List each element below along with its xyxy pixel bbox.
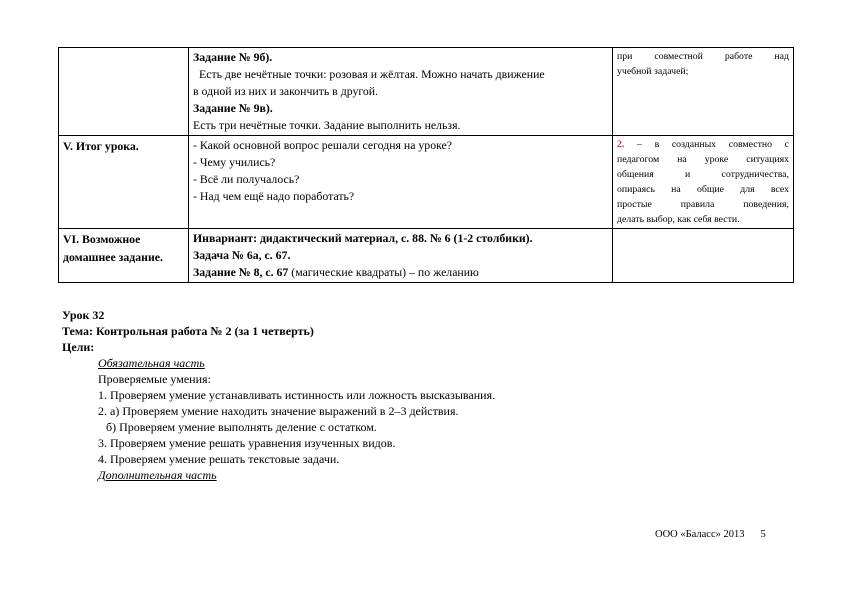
skill-item: 2. а) Проверяем умение находить значение выражений в 2–3 действия. [98, 404, 459, 418]
table-row [59, 48, 794, 136]
question-item: - Чему учились? [193, 155, 276, 169]
ud-text: делать выбор, как себя вести. [617, 214, 740, 225]
ud-cell [613, 48, 794, 136]
ud-text: учебной задачей; [617, 66, 689, 77]
task-text: Есть три нечётные точки. Задание выполнить нельзя. [193, 118, 461, 132]
ud-text: – в созданных совместно с [637, 139, 789, 150]
task-title: Задание № 9в). [193, 101, 273, 115]
skill-item: 1. Проверяем умение устанавливать истинность или ложность высказывания. [98, 388, 496, 402]
stage-cell [59, 229, 189, 283]
stage-label: VI. Возможное [63, 232, 141, 246]
ud-text: общения и сотрудничества, [617, 169, 789, 180]
ud-text: педагогом на уроке ситуациях [617, 154, 789, 165]
stage-cell [59, 48, 189, 136]
ud-text: при совместной работе над [617, 51, 789, 62]
page-footer [655, 529, 766, 540]
skill-item: б) Проверяем умение выполнять деление с остатком. [106, 420, 377, 434]
skill-item: 3. Проверяем умение решать уравнения изученных видов. [98, 436, 396, 450]
optional-heading: Дополнительная часть [98, 468, 217, 482]
mandatory-heading: Обязательная часть [98, 356, 205, 370]
task-title: Задание № 9б). [193, 50, 273, 64]
skills-heading: Проверяемые умения: [98, 372, 211, 386]
lesson-number: Урок 32 [62, 308, 105, 322]
topic-label: Тема: [62, 324, 93, 338]
lesson-section [62, 307, 495, 483]
page-number: 5 [760, 529, 766, 540]
content-cell [189, 136, 613, 229]
content-cell [189, 48, 613, 136]
ud-text: опираясь на общие для всех [617, 184, 789, 195]
lesson-table [58, 47, 794, 283]
homework-item: Задача № 6а, с. 67. [193, 248, 291, 262]
ud-cell [613, 136, 794, 229]
table-row [59, 136, 794, 229]
homework-item: Инвариант: дидактический материал, с. 88. № 6 (1-2 столбики). [193, 231, 533, 245]
question-item: - Всё ли получалось? [193, 172, 300, 186]
ud-text: простые правила поведения, [617, 199, 789, 210]
publisher-text: ООО «Баласс» 2013 [655, 529, 745, 540]
task-text: в одной из них и закончить в другой. [193, 84, 379, 98]
stage-label: V. Итог урока. [63, 139, 139, 153]
question-item: - Над чем ещё надо поработать? [193, 189, 355, 203]
homework-note: (магические квадраты) – по желанию [288, 265, 479, 279]
homework-item: Задание № 8, с. 67 [193, 265, 289, 279]
goals-label: Цели: [62, 340, 95, 354]
ud-number: 2. [617, 139, 625, 150]
stage-label: домашнее задание. [63, 250, 163, 264]
skill-item: 4. Проверяем умение решать текстовые задачи. [98, 452, 340, 466]
table-row [59, 229, 794, 283]
question-item: - Какой основной вопрос решали сегодня на уроке? [193, 138, 453, 152]
stage-cell [59, 136, 189, 229]
topic-text: Контрольная работа № 2 (за 1 четверть) [92, 324, 314, 338]
content-cell [189, 229, 613, 283]
ud-cell [613, 229, 794, 283]
task-text: Есть две нечётные точки: розовая и жёлтая. Можно начать движение [199, 67, 545, 81]
